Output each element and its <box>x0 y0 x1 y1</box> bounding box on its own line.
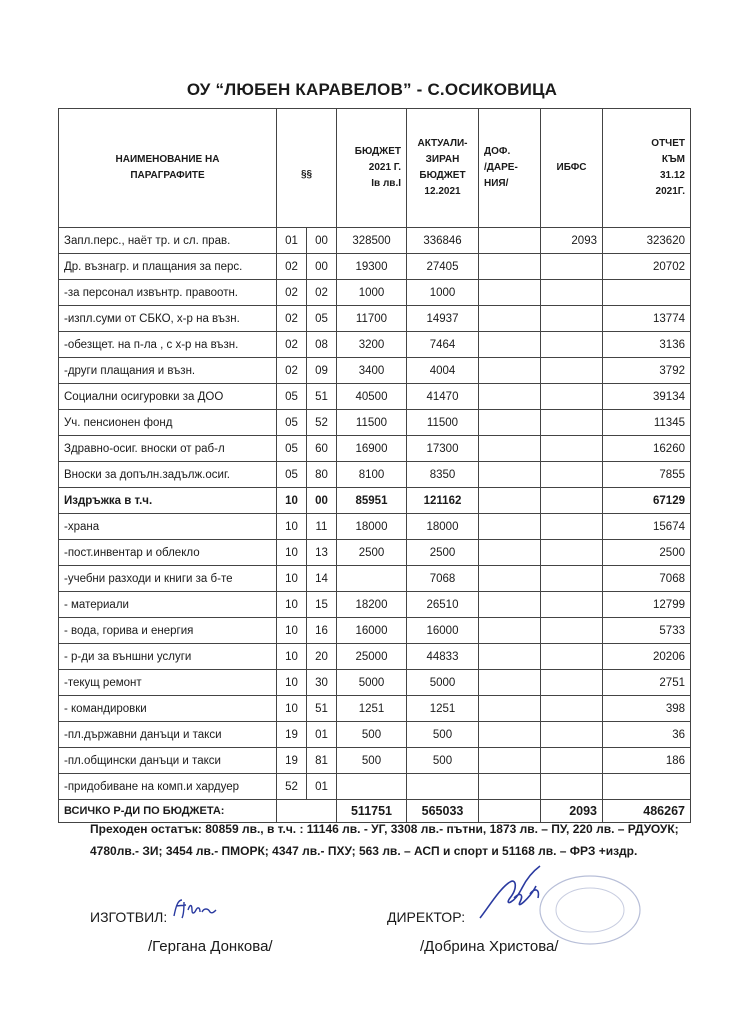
cell-report: 3792 <box>603 358 691 384</box>
cell-p1: 02 <box>277 306 307 332</box>
budget-table <box>58 108 691 823</box>
cell-updated: 500 <box>407 748 479 774</box>
cell-dof <box>479 644 541 670</box>
cell-updated <box>407 774 479 800</box>
cell-name: - р-ди за външни услуги <box>59 644 277 670</box>
header-donations: ДОФ. /ДАРЕ- НИЯ/ <box>479 109 541 228</box>
cell-budget: 11500 <box>337 410 407 436</box>
header-budget: БЮДЖЕТ 2021 Г. Iв лв.I <box>337 109 407 228</box>
cell-dof <box>479 436 541 462</box>
cell-ibfs <box>541 306 603 332</box>
cell-budget: 16900 <box>337 436 407 462</box>
cell-ibfs: 2093 <box>541 228 603 254</box>
cell-report <box>603 774 691 800</box>
cell-report: 7855 <box>603 462 691 488</box>
cell-name: Социални осигуровки за ДОО <box>59 384 277 410</box>
cell-p1: 10 <box>277 696 307 722</box>
cell-p1: 19 <box>277 748 307 774</box>
table-row <box>59 670 691 696</box>
cell-updated: 121162 <box>407 488 479 514</box>
cell-budget: 19300 <box>337 254 407 280</box>
cell-updated: 26510 <box>407 592 479 618</box>
cell-budget: 85951 <box>337 488 407 514</box>
cell-p2: 01 <box>307 774 337 800</box>
cell-name: -пл.държавни данъци и такси <box>59 722 277 748</box>
cell-updated: 27405 <box>407 254 479 280</box>
cell-budget: 500 <box>337 748 407 774</box>
cell-ibfs <box>541 332 603 358</box>
cell-name: - материали <box>59 592 277 618</box>
cell-dof <box>479 280 541 306</box>
total-budget: 511751 <box>337 800 407 823</box>
cell-report: 20206 <box>603 644 691 670</box>
table-row <box>59 462 691 488</box>
cell-p1: 02 <box>277 254 307 280</box>
cell-name: -текущ ремонт <box>59 670 277 696</box>
cell-budget: 5000 <box>337 670 407 696</box>
cell-budget: 3200 <box>337 332 407 358</box>
header-name: НАИМЕНОВАНИЕ НА ПАРАГРАФИТЕ <box>59 109 277 228</box>
cell-dof <box>479 670 541 696</box>
cell-p2: 20 <box>307 644 337 670</box>
cell-updated: 11500 <box>407 410 479 436</box>
cell-report: 39134 <box>603 384 691 410</box>
cell-name: - командировки <box>59 696 277 722</box>
table-row <box>59 644 691 670</box>
cell-updated: 1000 <box>407 280 479 306</box>
cell-updated: 7464 <box>407 332 479 358</box>
cell-report: 11345 <box>603 410 691 436</box>
cell-name: -други плащания и възн. <box>59 358 277 384</box>
cell-budget: 500 <box>337 722 407 748</box>
table-row <box>59 384 691 410</box>
cell-dof <box>479 410 541 436</box>
cell-report: 2751 <box>603 670 691 696</box>
table-row <box>59 722 691 748</box>
table-row <box>59 280 691 306</box>
cell-budget: 2500 <box>337 540 407 566</box>
cell-ibfs <box>541 722 603 748</box>
table-row <box>59 410 691 436</box>
cell-report: 323620 <box>603 228 691 254</box>
director-signature-and-stamp <box>470 858 650 950</box>
total-report: 486267 <box>603 800 691 823</box>
cell-name: Здравно-осиг. вноски от раб-л <box>59 436 277 462</box>
cell-dof <box>479 332 541 358</box>
cell-dof <box>479 566 541 592</box>
cell-p2: 08 <box>307 332 337 358</box>
cell-report: 186 <box>603 748 691 774</box>
cell-ibfs <box>541 540 603 566</box>
cell-p1: 02 <box>277 280 307 306</box>
cell-p1: 02 <box>277 332 307 358</box>
cell-name: Др. възнагр. и плащания за перс. <box>59 254 277 280</box>
cell-p2: 00 <box>307 254 337 280</box>
header-ibfs: ИБФС <box>541 109 603 228</box>
cell-budget: 18200 <box>337 592 407 618</box>
cell-ibfs <box>541 410 603 436</box>
cell-p1: 52 <box>277 774 307 800</box>
cell-p2: 60 <box>307 436 337 462</box>
table-row <box>59 696 691 722</box>
cell-ibfs <box>541 592 603 618</box>
cell-budget: 328500 <box>337 228 407 254</box>
cell-p1: 10 <box>277 540 307 566</box>
cell-budget: 3400 <box>337 358 407 384</box>
table-row <box>59 436 691 462</box>
total-updated: 565033 <box>407 800 479 823</box>
total-ibfs: 2093 <box>541 800 603 823</box>
cell-name: -учебни разходи и книги за б-те <box>59 566 277 592</box>
cell-name: - вода, горива и енергия <box>59 618 277 644</box>
cell-budget: 1000 <box>337 280 407 306</box>
cell-p2: 13 <box>307 540 337 566</box>
cell-dof <box>479 696 541 722</box>
cell-ibfs <box>541 254 603 280</box>
cell-budget: 18000 <box>337 514 407 540</box>
cell-report: 36 <box>603 722 691 748</box>
cell-dof <box>479 592 541 618</box>
cell-dof <box>479 540 541 566</box>
table-row <box>59 332 691 358</box>
table-row <box>59 618 691 644</box>
cell-p2: 51 <box>307 696 337 722</box>
cell-updated: 17300 <box>407 436 479 462</box>
carryover-note: Преходен остатък: 80859 лв., в т.ч. : 11146 лв. - УГ, 3308 лв.- пътни, 1873 лв. – ПУ, 220 лв. – РДУОУК; 4780лв.- ЗИ; 3454 лв.- ПМОРК; 4347 лв.- ПХУ; 563 лв. – АСП и спорт и 51168 лв. – ФРЗ +издр. <box>90 822 679 858</box>
cell-report: 67129 <box>603 488 691 514</box>
cell-name: -обезщет. на п-ла , с х-р на възн. <box>59 332 277 358</box>
cell-updated: 14937 <box>407 306 479 332</box>
cell-p2: 09 <box>307 358 337 384</box>
table-row <box>59 748 691 774</box>
table-row <box>59 540 691 566</box>
cell-p1: 10 <box>277 566 307 592</box>
cell-ibfs <box>541 748 603 774</box>
cell-budget: 25000 <box>337 644 407 670</box>
cell-p2: 81 <box>307 748 337 774</box>
cell-p2: 15 <box>307 592 337 618</box>
cell-dof <box>479 618 541 644</box>
cell-name: -придобиване на комп.и хардуер <box>59 774 277 800</box>
cell-name: -за персонал извънтр. правоотн. <box>59 280 277 306</box>
cell-p2: 30 <box>307 670 337 696</box>
director-name: /Добрина Христова/ <box>420 938 559 955</box>
cell-report: 3136 <box>603 332 691 358</box>
cell-dof <box>479 358 541 384</box>
cell-name: -пост.инвентар и облекло <box>59 540 277 566</box>
cell-p1: 05 <box>277 410 307 436</box>
header-paragraph: §§ <box>277 109 337 228</box>
cell-ibfs <box>541 774 603 800</box>
cell-updated: 4004 <box>407 358 479 384</box>
cell-dof <box>479 774 541 800</box>
cell-p2: 05 <box>307 306 337 332</box>
table-row <box>59 254 691 280</box>
cell-dof <box>479 722 541 748</box>
table-row <box>59 358 691 384</box>
header-updated-budget: АКТУАЛИ- ЗИРАН БЮДЖЕТ 12.2021 <box>407 109 479 228</box>
cell-p1: 01 <box>277 228 307 254</box>
director-label: ДИРЕКТОР: <box>387 909 466 925</box>
cell-p1: 10 <box>277 488 307 514</box>
cell-report: 15674 <box>603 514 691 540</box>
cell-name: -изпл.суми от СБКО, х-р на възн. <box>59 306 277 332</box>
cell-name: -храна <box>59 514 277 540</box>
cell-budget: 16000 <box>337 618 407 644</box>
prepared-by-name: /Гергана Донкова/ <box>148 938 273 955</box>
cell-updated: 336846 <box>407 228 479 254</box>
cell-p2: 02 <box>307 280 337 306</box>
cell-ibfs <box>541 644 603 670</box>
cell-ibfs <box>541 670 603 696</box>
cell-p2: 16 <box>307 618 337 644</box>
cell-updated: 5000 <box>407 670 479 696</box>
cell-budget: 1251 <box>337 696 407 722</box>
cell-name: Уч. пенсионен фонд <box>59 410 277 436</box>
cell-dof <box>479 748 541 774</box>
cell-p1: 05 <box>277 436 307 462</box>
cell-report: 398 <box>603 696 691 722</box>
cell-updated: 41470 <box>407 384 479 410</box>
cell-p1: 10 <box>277 644 307 670</box>
cell-budget: 8100 <box>337 462 407 488</box>
cell-ibfs <box>541 566 603 592</box>
cell-report: 20702 <box>603 254 691 280</box>
cell-name: Запл.перс., наёт тр. и сл. прав. <box>59 228 277 254</box>
cell-dof <box>479 384 541 410</box>
cell-p2: 00 <box>307 228 337 254</box>
header-report: ОТЧЕТ КЪМ 31.12 2021Г. <box>603 109 691 228</box>
table-row <box>59 566 691 592</box>
table-header-row <box>59 109 691 228</box>
cell-ibfs <box>541 462 603 488</box>
cell-p1: 10 <box>277 592 307 618</box>
cell-p1: 10 <box>277 670 307 696</box>
cell-report <box>603 280 691 306</box>
cell-ibfs <box>541 696 603 722</box>
cell-report: 2500 <box>603 540 691 566</box>
cell-p2: 00 <box>307 488 337 514</box>
cell-report: 12799 <box>603 592 691 618</box>
cell-ibfs <box>541 436 603 462</box>
cell-p1: 02 <box>277 358 307 384</box>
prepared-by-signature <box>170 896 220 922</box>
cell-report: 13774 <box>603 306 691 332</box>
cell-ibfs <box>541 358 603 384</box>
total-name: ВСИЧКО Р-ДИ ПО БЮДЖЕТА: <box>59 800 277 823</box>
table-row <box>59 228 691 254</box>
cell-dof <box>479 488 541 514</box>
table-row <box>59 514 691 540</box>
cell-p2: 11 <box>307 514 337 540</box>
cell-p1: 10 <box>277 514 307 540</box>
cell-budget <box>337 774 407 800</box>
cell-ibfs <box>541 280 603 306</box>
cell-name: Издръжка в т.ч. <box>59 488 277 514</box>
cell-updated: 1251 <box>407 696 479 722</box>
cell-budget: 11700 <box>337 306 407 332</box>
cell-ibfs <box>541 514 603 540</box>
cell-p2: 01 <box>307 722 337 748</box>
cell-updated: 16000 <box>407 618 479 644</box>
cell-dof <box>479 514 541 540</box>
table-row <box>59 306 691 332</box>
cell-p1: 05 <box>277 384 307 410</box>
cell-dof <box>479 462 541 488</box>
cell-updated: 7068 <box>407 566 479 592</box>
document-title: ОУ “ЛЮБЕН КАРАВЕЛОВ” - С.ОСИКОВИЦА <box>186 80 558 99</box>
cell-budget <box>337 566 407 592</box>
cell-p2: 51 <box>307 384 337 410</box>
cell-name: -пл.общински данъци и такси <box>59 748 277 774</box>
cell-ibfs <box>541 618 603 644</box>
prepared-by-label: ИЗГОТВИЛ: <box>90 909 168 925</box>
cell-report: 5733 <box>603 618 691 644</box>
cell-name: Вноски за допълн.задълж.осиг. <box>59 462 277 488</box>
cell-updated: 18000 <box>407 514 479 540</box>
cell-updated: 500 <box>407 722 479 748</box>
cell-ibfs <box>541 384 603 410</box>
cell-p2: 14 <box>307 566 337 592</box>
cell-updated: 8350 <box>407 462 479 488</box>
cell-p2: 52 <box>307 410 337 436</box>
table-row <box>59 488 691 514</box>
cell-budget: 40500 <box>337 384 407 410</box>
cell-report: 7068 <box>603 566 691 592</box>
cell-report: 16260 <box>603 436 691 462</box>
cell-p1: 19 <box>277 722 307 748</box>
cell-dof <box>479 254 541 280</box>
cell-dof <box>479 228 541 254</box>
cell-dof <box>479 306 541 332</box>
table-row <box>59 774 691 800</box>
table-row <box>59 592 691 618</box>
cell-p2: 80 <box>307 462 337 488</box>
cell-updated: 2500 <box>407 540 479 566</box>
cell-p1: 10 <box>277 618 307 644</box>
cell-ibfs <box>541 488 603 514</box>
cell-p1: 05 <box>277 462 307 488</box>
cell-updated: 44833 <box>407 644 479 670</box>
